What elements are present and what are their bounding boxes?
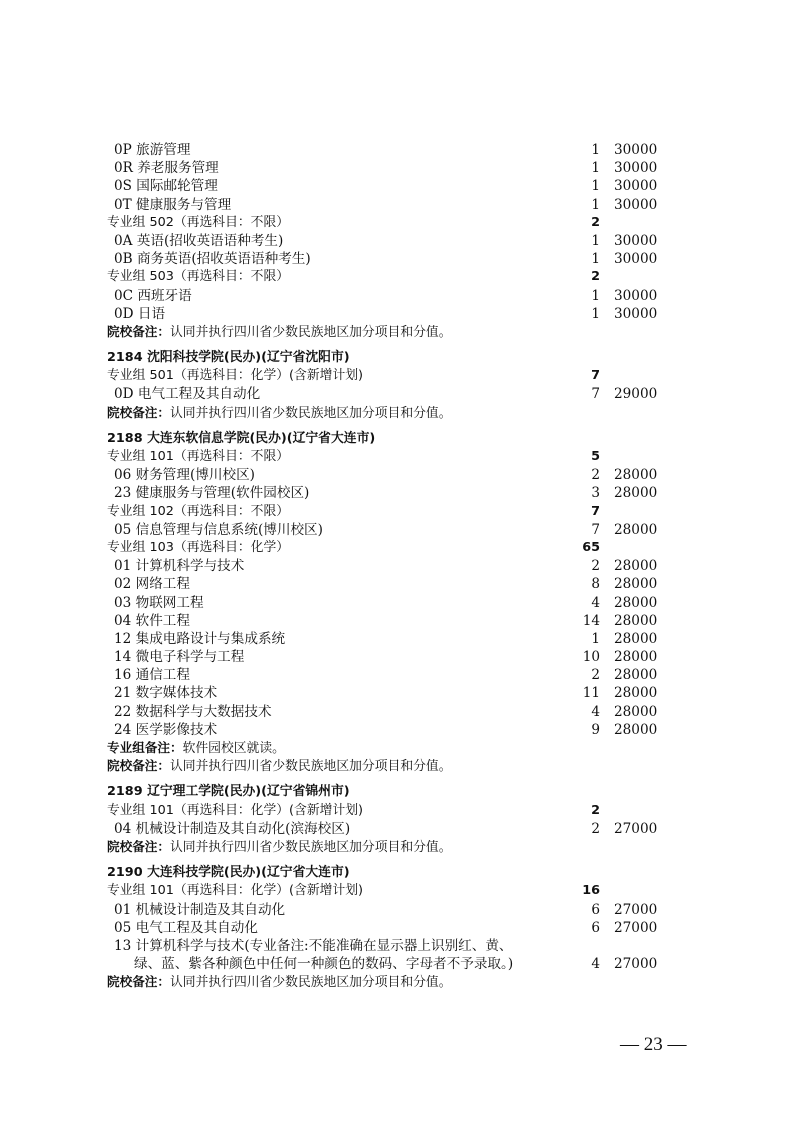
tuition-fee: 27000	[614, 820, 658, 837]
tuition-fee: 28000	[614, 467, 658, 484]
major-row	[0, 919, 800, 937]
plan-count: 7	[591, 368, 600, 384]
plan-count: 1	[591, 160, 600, 177]
remark-label: 院校备注：	[107, 974, 170, 990]
tuition-fee: 30000	[614, 287, 658, 304]
major-name: 0P 旅游管理	[114, 142, 191, 158]
major-name: 0R 养老服务管理	[114, 160, 219, 177]
group-name: 专业组 502（再选科目：不限）	[107, 214, 290, 230]
group-name: 专业组 101（再选科目：不限）	[107, 449, 290, 464]
major-name: 0D 电气工程及其自动化	[114, 386, 261, 403]
major-name: 0S 国际邮轮管理	[114, 178, 218, 195]
major-name: 16 通信工程	[114, 667, 190, 684]
tuition-fee: 28000	[614, 576, 658, 593]
remark-row	[0, 973, 800, 991]
remark-row	[0, 757, 800, 775]
tuition-fee: 28000	[614, 612, 658, 629]
major-name: 24 医学影像技术	[114, 721, 218, 738]
plan-count: 6	[591, 901, 600, 918]
plan-count: 2	[591, 269, 600, 285]
school-header	[0, 783, 800, 801]
remark-row	[0, 404, 800, 422]
major-group-row	[0, 802, 800, 820]
major-name: 01 机械设计制造及其自动化	[114, 901, 286, 918]
plan-count: 2	[591, 467, 600, 484]
remark-label: 院校备注：	[107, 758, 170, 774]
plan-count: 6	[591, 919, 600, 936]
tuition-fee: 30000	[614, 178, 658, 195]
group-name: 专业组 101（再选科目：化学）(含新增计划)	[107, 883, 364, 899]
major-row	[0, 666, 800, 684]
tuition-fee: 30000	[614, 305, 658, 322]
major-row	[0, 466, 800, 484]
plan-count: 11	[582, 685, 600, 702]
school-header	[0, 430, 800, 448]
major-row-continuation	[0, 955, 800, 973]
major-name: 13 计算机科学与技术(专业备注:不能准确在显示器上识别红、黄、	[114, 937, 513, 954]
major-name: 22 数据科学与大数据技术	[114, 703, 272, 720]
tuition-fee: 28000	[614, 721, 658, 738]
major-name: 01 计算机科学与技术	[114, 558, 245, 575]
major-name: 0B 商务英语(招收英语语种考生)	[114, 251, 311, 268]
school-name: 2190 大连科技学院(民办)(辽宁省大连市)	[107, 865, 350, 881]
plan-count: 9	[591, 721, 600, 738]
major-row	[0, 820, 800, 838]
major-row	[0, 177, 800, 195]
remark-text	[107, 404, 452, 423]
plan-count: 2	[591, 214, 600, 230]
tuition-fee: 30000	[614, 160, 658, 177]
tuition-fee: 30000	[614, 142, 658, 158]
major-row	[0, 521, 800, 539]
plan-count: 2	[591, 558, 600, 575]
major-name: 0D 日语	[114, 305, 166, 322]
major-row	[0, 575, 800, 593]
plan-count: 1	[591, 630, 600, 647]
major-name: 23 健康服务与管理(软件园校区)	[114, 485, 310, 502]
major-name: 12 集成电路设计与集成系统	[114, 630, 286, 647]
major-row	[0, 232, 800, 250]
major-name: 绿、蓝、紫各种颜色中任何一种颜色的数码、字母者不予录取。)	[134, 956, 514, 973]
plan-count: 1	[591, 178, 600, 195]
plan-count: 1	[591, 142, 600, 158]
major-row	[0, 594, 800, 612]
major-group-row	[0, 882, 800, 900]
major-row	[0, 159, 800, 177]
plan-count: 2	[591, 820, 600, 837]
group-name: 专业组 101（再选科目：化学）(含新增计划)	[107, 802, 364, 818]
major-name: 05 电气工程及其自动化	[114, 919, 258, 936]
school-name: 2184 沈阳科技学院(民办)(辽宁省沈阳市)	[107, 350, 350, 366]
remark-row	[0, 838, 800, 856]
major-name: 04 机械设计制造及其自动化(滨海校区)	[114, 820, 351, 837]
tuition-fee: 28000	[614, 703, 658, 720]
major-name: 04 软件工程	[114, 612, 190, 629]
plan-count: 1	[591, 251, 600, 268]
major-name: 0A 英语(招收英语语种考生)	[114, 232, 284, 249]
school-name: 2189 辽宁理工学院(民办)(辽宁省锦州市)	[107, 784, 350, 800]
major-row	[0, 630, 800, 648]
tuition-fee: 27000	[614, 956, 658, 973]
remark-text	[107, 757, 452, 776]
tuition-fee: 28000	[614, 485, 658, 502]
major-row	[0, 385, 800, 403]
remark-label: 院校备注：	[107, 838, 170, 854]
major-group-row	[0, 448, 800, 466]
remark-label: 院校备注：	[107, 404, 170, 420]
major-name: 21 数字媒体技术	[114, 685, 218, 702]
tuition-fee: 28000	[614, 649, 658, 666]
tuition-fee: 28000	[614, 558, 658, 575]
major-row	[0, 648, 800, 666]
tuition-fee: 28000	[614, 594, 658, 611]
tuition-fee: 28000	[614, 630, 658, 647]
plan-count: 1	[591, 287, 600, 304]
group-name: 专业组 501（再选科目：化学）(含新增计划)	[107, 368, 364, 384]
tuition-fee: 29000	[614, 386, 658, 403]
remark-text	[107, 739, 285, 758]
plan-count: 1	[591, 232, 600, 249]
group-name: 专业组 102（再选科目：不限）	[107, 503, 290, 519]
tuition-fee: 27000	[614, 919, 658, 936]
major-group-row	[0, 503, 800, 521]
major-name: 14 微电子科学与工程	[114, 649, 245, 666]
plan-count: 1	[591, 305, 600, 322]
plan-count: 8	[591, 576, 600, 593]
plan-count: 2	[591, 802, 600, 818]
plan-count: 2	[591, 667, 600, 684]
major-name: 06 财务管理(博川校区)	[114, 467, 255, 484]
major-row	[0, 557, 800, 575]
major-row	[0, 287, 800, 305]
plan-count: 4	[591, 594, 600, 611]
plan-count: 14	[582, 612, 600, 629]
major-name: 0T 健康服务与管理	[114, 196, 232, 213]
page-number: — 23 —	[620, 1034, 687, 1055]
major-row	[0, 901, 800, 919]
tuition-fee: 28000	[614, 521, 658, 538]
plan-count: 7	[591, 503, 600, 519]
major-name: 0C 西班牙语	[114, 287, 192, 304]
plan-count: 1	[591, 196, 600, 213]
major-row	[0, 703, 800, 721]
major-group-row	[0, 539, 800, 557]
tuition-fee: 30000	[614, 232, 658, 249]
remark-body: 认同并执行四川省少数民族地区加分项目和分值。	[169, 839, 452, 855]
major-row	[0, 196, 800, 214]
school-name: 2188 大连东软信息学院(民办)(辽宁省大连市)	[107, 430, 376, 446]
tuition-fee: 28000	[614, 667, 658, 684]
plan-count: 10	[582, 649, 600, 666]
major-group-row	[0, 214, 800, 232]
school-header	[0, 349, 800, 367]
major-row	[0, 141, 800, 159]
plan-count: 7	[591, 386, 600, 403]
major-row	[0, 721, 800, 739]
school-header	[0, 864, 800, 882]
remark-body: 软件园校区就读。	[182, 741, 285, 756]
plan-count: 4	[591, 703, 600, 720]
remark-text	[107, 323, 452, 342]
tuition-fee: 27000	[614, 901, 658, 918]
major-row	[0, 484, 800, 502]
major-group-row	[0, 367, 800, 385]
remark-body: 认同并执行四川省少数民族地区加分项目和分值。	[169, 975, 452, 991]
major-name: 05 信息管理与信息系统(博川校区)	[114, 521, 323, 538]
remark-body: 认同并执行四川省少数民族地区加分项目和分值。	[169, 759, 452, 775]
remark-body: 认同并执行四川省少数民族地区加分项目和分值。	[169, 324, 452, 340]
major-row	[0, 305, 800, 323]
tuition-fee: 30000	[614, 196, 658, 213]
major-name: 02 网络工程	[114, 576, 190, 593]
plan-count: 4	[591, 956, 600, 973]
major-row	[0, 250, 800, 268]
remark-text	[107, 973, 452, 992]
plan-count: 16	[582, 883, 600, 899]
group-name: 专业组 103（再选科目：化学）	[107, 539, 290, 555]
remark-label: 专业组备注：	[107, 740, 183, 755]
tuition-fee: 30000	[614, 251, 658, 268]
remark-row	[0, 739, 800, 757]
major-row	[0, 937, 800, 955]
remark-label: 院校备注：	[107, 323, 170, 339]
major-row	[0, 612, 800, 630]
plan-count: 3	[591, 485, 600, 502]
plan-count: 5	[591, 449, 600, 464]
remark-body: 认同并执行四川省少数民族地区加分项目和分值。	[169, 405, 452, 421]
plan-count: 7	[591, 521, 600, 538]
tuition-fee: 28000	[614, 685, 658, 702]
major-group-row	[0, 268, 800, 286]
plan-count: 65	[582, 539, 600, 555]
group-name: 专业组 503（再选科目：不限）	[107, 269, 290, 285]
remark-row	[0, 323, 800, 341]
remark-text	[107, 838, 452, 857]
major-row	[0, 684, 800, 702]
admission-plan-list	[0, 141, 800, 991]
major-name: 03 物联网工程	[114, 594, 204, 611]
